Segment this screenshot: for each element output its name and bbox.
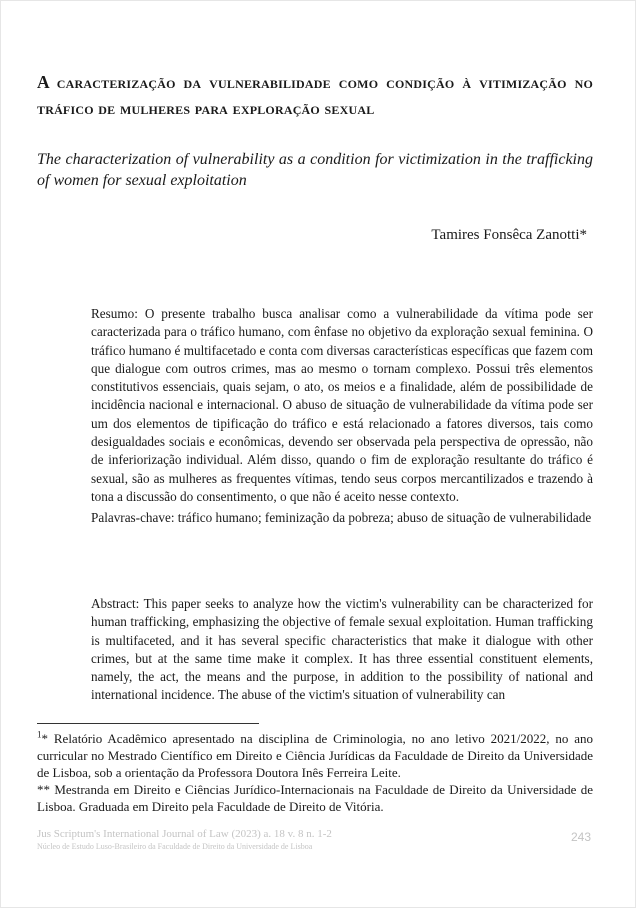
abstract-text: Abstract: This paper seeks to analyze how the victim's vulnerability can be characterized for human trafficking, emphasizing the objective of female sexual exploitation. Human trafficking is multifaceted, and it has several specific characteristics that make it dialogue with other crimes, but at the same time make it complex. It has three essential constituent elements, namely, the act, the means and the purpose, in addition to the possibility of national and international incidence. The abuse of the victim's situation of vulnerability can [91, 596, 593, 703]
article-title: A caracterização da vulnerabilidade como condição à vitimização no tráfico de mulheres para exploração sexual [37, 72, 593, 118]
abstract-block [91, 595, 593, 705]
page-number: 243 [570, 830, 591, 844]
footnote-text: * Relatório Acadêmico apresentado na disciplina de Criminologia, no ano letivo 2021/2022, no ano curricular no Mestrado Científico em Direito e Ciência Jurídicas da Faculdade de Direito da Universidade de Lisboa, sob a orientação da Professora Doutora Inês Ferreira Leite. [37, 731, 593, 780]
footnote-separator [37, 723, 259, 724]
footnote-text: ** Mestranda em Direito e Ciências Jurídico-Internacionais na Faculdade de Direito da Universidade de Lisboa. Graduada em Direito pela Faculdade de Direito de Vitória. [37, 782, 593, 814]
footnote-1 [37, 730, 593, 781]
journal-footer [37, 827, 477, 853]
journal-publisher: Núcleo de Estudo Luso-Brasileiro da Faculdade de Direito da Universidade de Lisboa [37, 842, 313, 851]
footnote-marker: 1 [37, 729, 42, 740]
palavras-chave: Palavras-chave: tráfico humano; feminização da pobreza; abuso de situação de vulnerabilidade [91, 510, 592, 526]
journal-citation: Jus Scriptum's International Journal of Law (2023) a. 18 v. 8 n. 1-2 [37, 828, 332, 840]
resumo-block [91, 305, 593, 528]
article-subtitle-english: The characterization of vulnerability as a condition for victimization in the trafficking of women for sexual exploitation [37, 151, 593, 189]
footnote-2 [37, 781, 593, 815]
footnotes [37, 730, 593, 815]
resumo-text: Resumo: O presente trabalho busca analisar como a vulnerabilidade da vítima pode ser caracterizada para o tráfico humano, com ênfase no objetivo da exploração sexual feminina. O tráfico humano é multifacetado e conta com diversas características específicas que fazem com que dialogue com outros crimes, mas ao mesmo o tornam complexo. Possui três elementos constitutivos essenciais, quais sejam, o ato, os meios e a finalidade, além de possibilidade de incidência nacional e internacional. O abuso de situação de vulnerabilidade da vítima pode ser um dos elementos de tipificação do tráfico e está relacionado a fatores diversos, tais como desigualdades sociais e econômicas, devendo ser observada pela perspectiva de opressão, não de inferiorização individual. Além disso, quando o fim de exploração resultante do tráfico é sexual, são as mulheres as frequentes vítimas, tendo seus corpos mercantilizados e trazendo à tona a discussão do consentimento, o que não é aceito nesse contexto. [91, 306, 593, 504]
author-name: Tamires Fonsêca Zanotti* [431, 227, 587, 243]
